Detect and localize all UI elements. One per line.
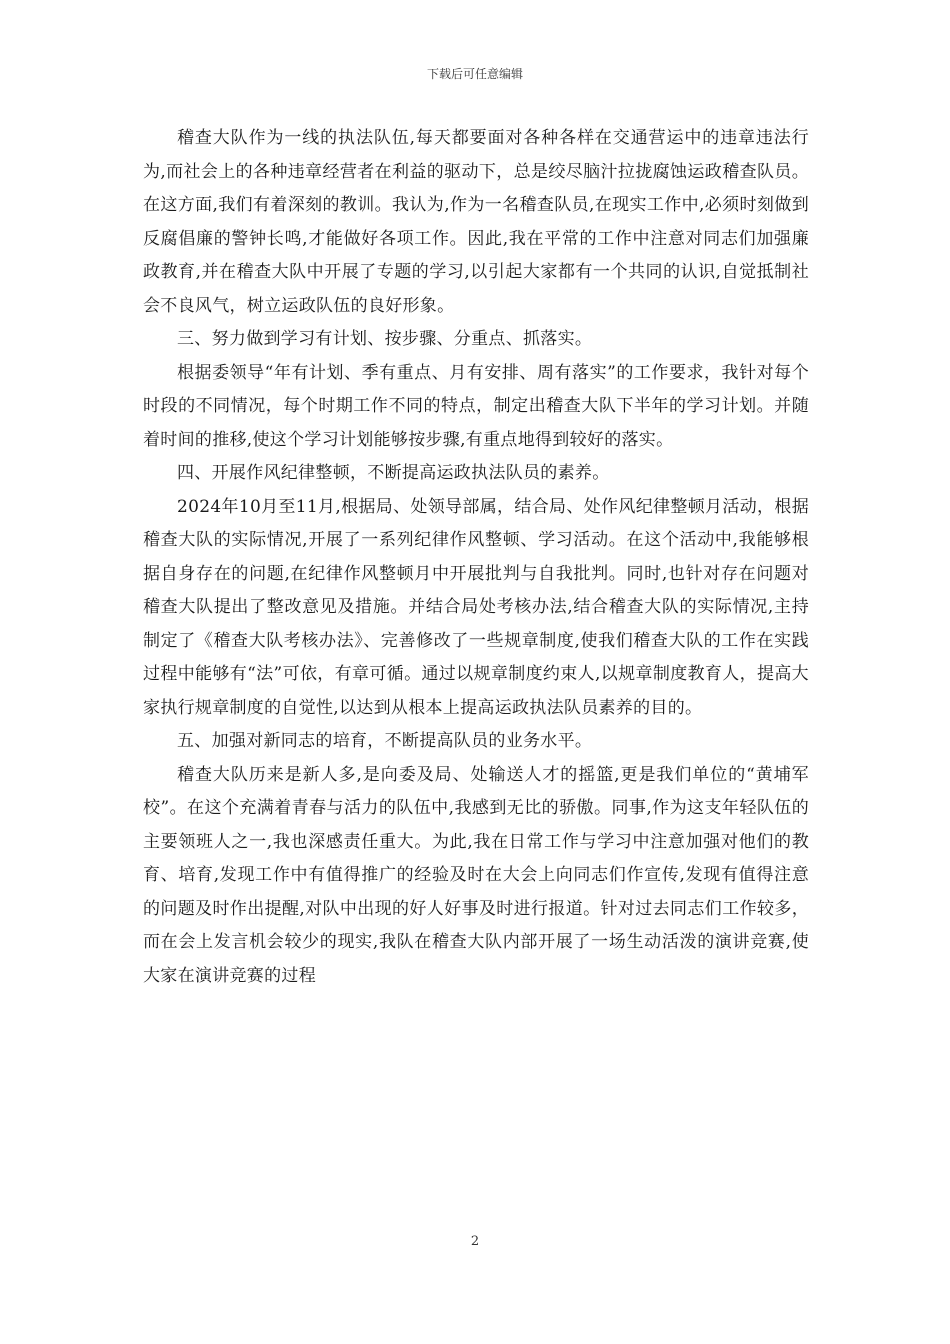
paragraph-training: 稽查大队历来是新人多,是向委及局、处输送人才的摇篮,更是我们单位的“黄埔军校”。在这个充满着青春与活力的队伍中,我感到无比的骄傲。同事,作为这支年轻队伍的主要领班人之一,我也深感责任重大。为此,我在日常工作与学习中注意加强对他们的教育、培育,发现工作中有值得推广的经验及时在大会上向同志们作宣传,发现有值得注意的问题及时作出提醒,对队中出现的好人好事及时进行报道。针对过去同志们工作较多，而在会上发言机会较少的现实,我队在稽查大队内部开展了一场生动活泼的演讲竞赛,使大家在演讲竞赛的过程 [143, 764, 809, 986]
document-body [143, 122, 809, 993]
paragraph-study-plan: 根据委领导“年有计划、季有重点、月有安排、周有落实”的工作要求，我针对每个时段的不同情况，每个时期工作不同的特点，制定出稽查大队下半年的学习计划。并随着时间的推移,使这个学习计划能够按步骤,有重点地得到较好的落实。 [143, 362, 809, 450]
section-heading-five: 五、加强对新同志的培育，不断提高队员的业务水平。 [177, 731, 593, 751]
page-header: 下载后可任意编辑 [426, 67, 523, 81]
paragraph-discipline: 2024年10月至11月,根据局、处领导部属，结合局、处作风纪律整顿月活动，根据稽查大队的实际情况,开展了一系列纪律作风整顿、学习活动。在这个活动中,我能够根据自身存在的问题,在纪律作风整顿月中开展批判与自我批判。同时,也针对存在问题对稽查大队提出了整改意见及措施。并结合局处考核办法,结合稽查大队的实际情况,主持制定了《稽查大队考核办法》、完善修改了一些规章制度,使我们稽查大队的工作在实践过程中能够有“法”可依，有章可循。通过以规章制度约束人,以规章制度教育人，提高大家执行规章制度的自觉性,以达到从根本上提高运政执法队员素养的目的。 [143, 496, 809, 718]
paragraph-anticorruption: 稽查大队作为一线的执法队伍,每天都要面对各种各样在交通营运中的违章违法行为,而社会上的各种违章经营者在利益的驱动下，总是绞尽脑汁拉拢腐蚀运政稽查队员。在这方面,我们有着深刻的教训。我认为,作为一名稽查队员,在现实工作中,必须时刻做到反腐倡廉的警钟长鸣,才能做好各项工作。因此,我在平常的工作中注意对同志们加强廉政教育,并在稽查大队中开展了专题的学习,以引起大家都有一个共同的认识,自觉抵制社会不良风气，树立运政队伍的良好形象。 [143, 128, 809, 316]
page-number: 2 [470, 1234, 480, 1249]
section-heading-four: 四、开展作风纪律整顿，不断提高运政执法队员的素养。 [177, 463, 610, 483]
section-heading-three: 三、努力做到学习有计划、按步骤、分重点、抓落实。 [177, 329, 593, 349]
